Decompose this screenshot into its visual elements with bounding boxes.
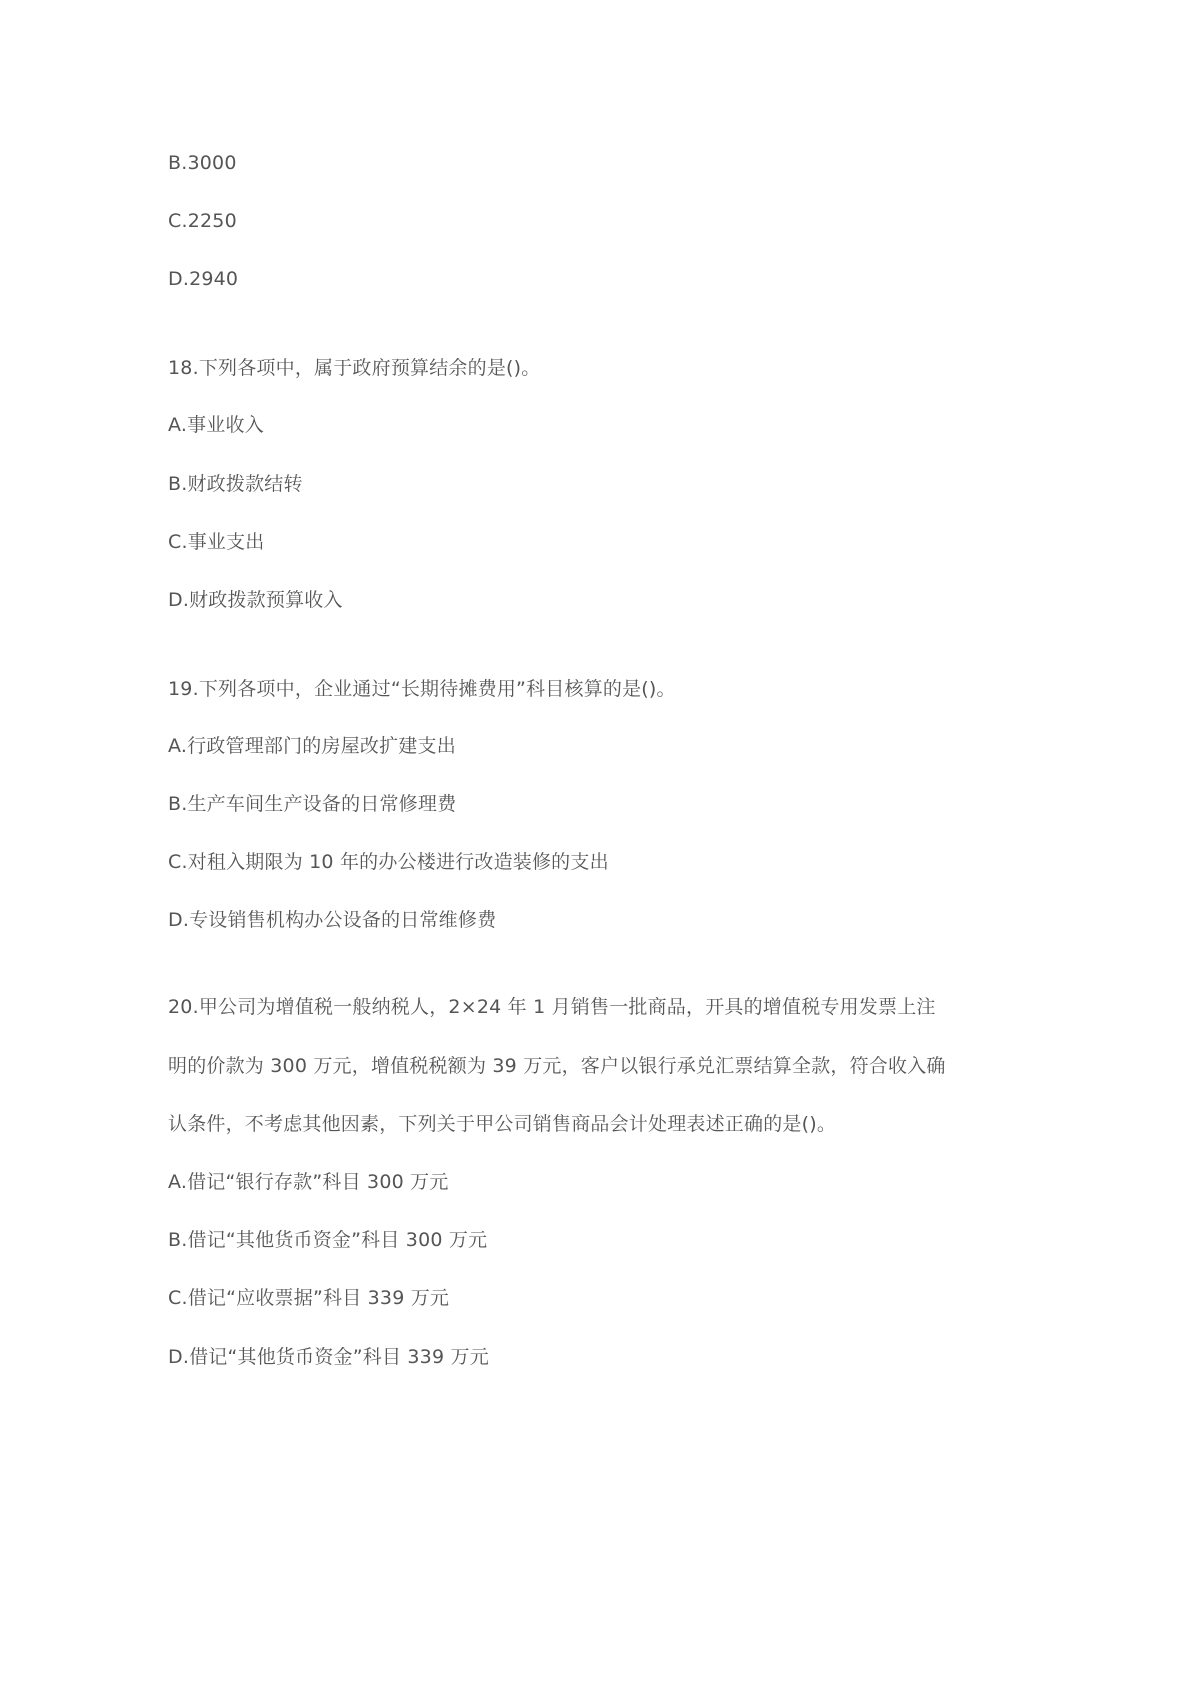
option-b: B.生产车间生产设备的日常修理费 (168, 793, 457, 815)
option-c: C.2250 (168, 210, 237, 232)
option-c: C.事业支出 (168, 531, 265, 553)
option-d: D.2940 (168, 268, 239, 290)
option-d: D.专设销售机构办公设备的日常维修费 (168, 909, 497, 931)
option-c: C.借记“应收票据”科目 339 万元 (168, 1287, 450, 1309)
question-stem-line-1: 20.甲公司为增值税一般纳税人，2×24 年 1 月销售一批商品，开具的增值税专用发票上注 (168, 996, 936, 1018)
option-d: D.借记“其他货币资金”科目 339 万元 (168, 1346, 489, 1368)
option-a: A.事业收入 (168, 414, 264, 436)
option-d: D.财政拨款预算收入 (168, 589, 343, 611)
question-stem-line-3: 认条件，不考虑其他因素，下列关于甲公司销售商品会计处理表述正确的是()。 (168, 1113, 837, 1135)
question-stem: 19.下列各项中，企业通过“长期待摊费用”科目核算的是()。 (168, 678, 676, 700)
option-b: B.财政拨款结转 (168, 473, 303, 495)
question-stem-line-2: 明的价款为 300 万元，增值税税额为 39 万元，客户以银行承兑汇票结算全款，符合收入确 (168, 1055, 946, 1077)
option-a: A.借记“银行存款”科目 300 万元 (168, 1171, 449, 1193)
question-stem: 18.下列各项中，属于政府预算结余的是()。 (168, 357, 541, 379)
option-a: A.行政管理部门的房屋改扩建支出 (168, 735, 456, 757)
option-b: B.借记“其他货币资金”科目 300 万元 (168, 1229, 488, 1251)
option-b: B.3000 (168, 152, 237, 174)
option-c: C.对租入期限为 10 年的办公楼进行改造装修的支出 (168, 851, 609, 873)
